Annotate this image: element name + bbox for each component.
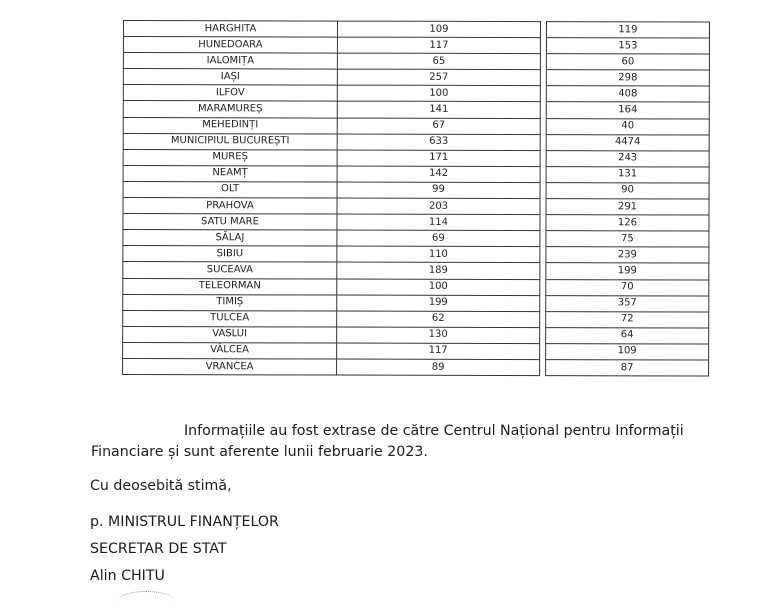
county-cell: MEHEDINȚI xyxy=(123,117,337,134)
county-cell: IAȘI xyxy=(123,69,337,86)
value-2-cell: 291 xyxy=(546,199,709,216)
table-row xyxy=(123,37,709,55)
value-1-cell: 117 xyxy=(337,37,540,54)
value-1-cell: 257 xyxy=(337,69,540,86)
value-2-cell: 75 xyxy=(546,231,709,248)
table-row xyxy=(123,310,709,328)
value-2-cell: 60 xyxy=(546,54,709,71)
table-row xyxy=(123,181,709,199)
table-row xyxy=(123,21,709,39)
value-1-cell: 69 xyxy=(337,230,540,247)
county-cell: SIBIU xyxy=(123,246,337,263)
value-2-cell: 126 xyxy=(546,215,709,232)
table-row xyxy=(123,133,709,151)
table-row xyxy=(123,262,709,280)
paragraph-line-1: Informațiile au fost extrase de către Centrul Național pentru Informații xyxy=(184,423,684,439)
value-1-cell: 100 xyxy=(337,279,540,296)
value-2-cell: 64 xyxy=(546,327,709,344)
table-body xyxy=(123,21,710,377)
county-cell: MARAMUREȘ xyxy=(123,101,337,118)
county-cell: OLT xyxy=(123,181,337,198)
value-2-cell: 40 xyxy=(546,118,709,135)
value-1-cell: 89 xyxy=(337,359,540,376)
value-2-cell: 109 xyxy=(546,343,709,360)
info-paragraph xyxy=(91,421,711,463)
value-2-cell: 239 xyxy=(546,247,709,264)
value-2-cell: 243 xyxy=(546,150,709,167)
table-row xyxy=(123,278,709,296)
value-2-cell: 153 xyxy=(546,38,709,55)
county-cell: VRANCEA xyxy=(123,358,337,375)
table-row xyxy=(123,101,709,119)
value-1-cell: 199 xyxy=(337,295,540,312)
county-cell: HARGHITA xyxy=(123,21,337,38)
value-1-cell: 189 xyxy=(337,262,540,279)
value-2-cell: 90 xyxy=(546,183,709,200)
table-row xyxy=(123,69,709,87)
table-row xyxy=(123,342,709,360)
value-1-cell: 130 xyxy=(337,327,540,344)
value-1-cell: 203 xyxy=(337,198,540,215)
value-2-cell: 4474 xyxy=(546,134,709,151)
county-cell: HUNEDOARA xyxy=(123,37,337,54)
county-cell: IALOMIȚA xyxy=(123,53,337,70)
county-cell: TULCEA xyxy=(123,310,337,327)
value-2-cell: 119 xyxy=(546,22,709,39)
table-row xyxy=(123,358,709,376)
value-2-cell: 131 xyxy=(546,166,709,183)
closing-salutation: Cu deosebită stimă, xyxy=(90,478,232,494)
value-1-cell: 110 xyxy=(337,246,540,263)
county-cell: VASLUI xyxy=(123,326,337,343)
table-row xyxy=(123,53,709,71)
value-2-cell: 72 xyxy=(546,311,709,328)
table-row xyxy=(123,165,709,183)
value-2-cell: 357 xyxy=(546,295,709,312)
county-cell: TIMIȘ xyxy=(123,294,337,311)
county-cell: SĂLAJ xyxy=(123,230,337,247)
table-row xyxy=(123,214,709,232)
county-data-table xyxy=(122,20,710,377)
table-row xyxy=(123,326,709,344)
value-1-cell: 99 xyxy=(337,182,540,199)
county-cell: PRAHOVA xyxy=(123,198,337,215)
table-row xyxy=(123,246,709,264)
table-row xyxy=(123,198,709,216)
value-1-cell: 142 xyxy=(337,166,540,183)
value-1-cell: 67 xyxy=(337,118,540,135)
value-1-cell: 114 xyxy=(337,214,540,231)
county-cell: NEAMȚ xyxy=(123,165,337,182)
value-2-cell: 87 xyxy=(546,360,709,377)
value-1-cell: 171 xyxy=(337,150,540,167)
table-row xyxy=(123,117,709,135)
signatory-position: SECRETAR DE STAT xyxy=(90,541,227,557)
value-1-cell: 633 xyxy=(337,134,540,151)
county-cell: SUCEAVA xyxy=(123,262,337,279)
value-1-cell: 141 xyxy=(337,102,540,119)
county-cell: MUREȘ xyxy=(123,149,337,166)
value-1-cell: 62 xyxy=(337,311,540,328)
value-1-cell: 65 xyxy=(337,53,540,70)
paragraph-line-2: Financiare și sunt aferente lunii februarie 2023. xyxy=(91,444,428,460)
county-cell: MUNICIPIUL BUCUREȘTI xyxy=(123,133,337,150)
county-cell: SATU MARE xyxy=(123,214,337,231)
table-row xyxy=(123,85,709,103)
table-row xyxy=(123,230,709,248)
signatory-title: p. MINISTRUL FINANȚELOR xyxy=(90,514,279,530)
table-row xyxy=(123,149,709,167)
value-2-cell: 408 xyxy=(546,86,709,103)
value-2-cell: 164 xyxy=(546,102,709,119)
signatory-name: Alin CHITU xyxy=(90,568,165,584)
value-1-cell: 109 xyxy=(337,21,540,38)
value-1-cell: 100 xyxy=(337,85,540,102)
county-cell: VÂLCEA xyxy=(123,342,337,359)
value-2-cell: 70 xyxy=(546,279,709,296)
value-1-cell: 117 xyxy=(337,343,540,360)
county-cell: TELEORMAN xyxy=(123,278,337,295)
stamp-mark xyxy=(118,591,174,610)
table-row xyxy=(123,294,709,312)
value-2-cell: 199 xyxy=(546,263,709,280)
value-2-cell: 298 xyxy=(546,70,709,87)
county-cell: ILFOV xyxy=(123,85,337,102)
